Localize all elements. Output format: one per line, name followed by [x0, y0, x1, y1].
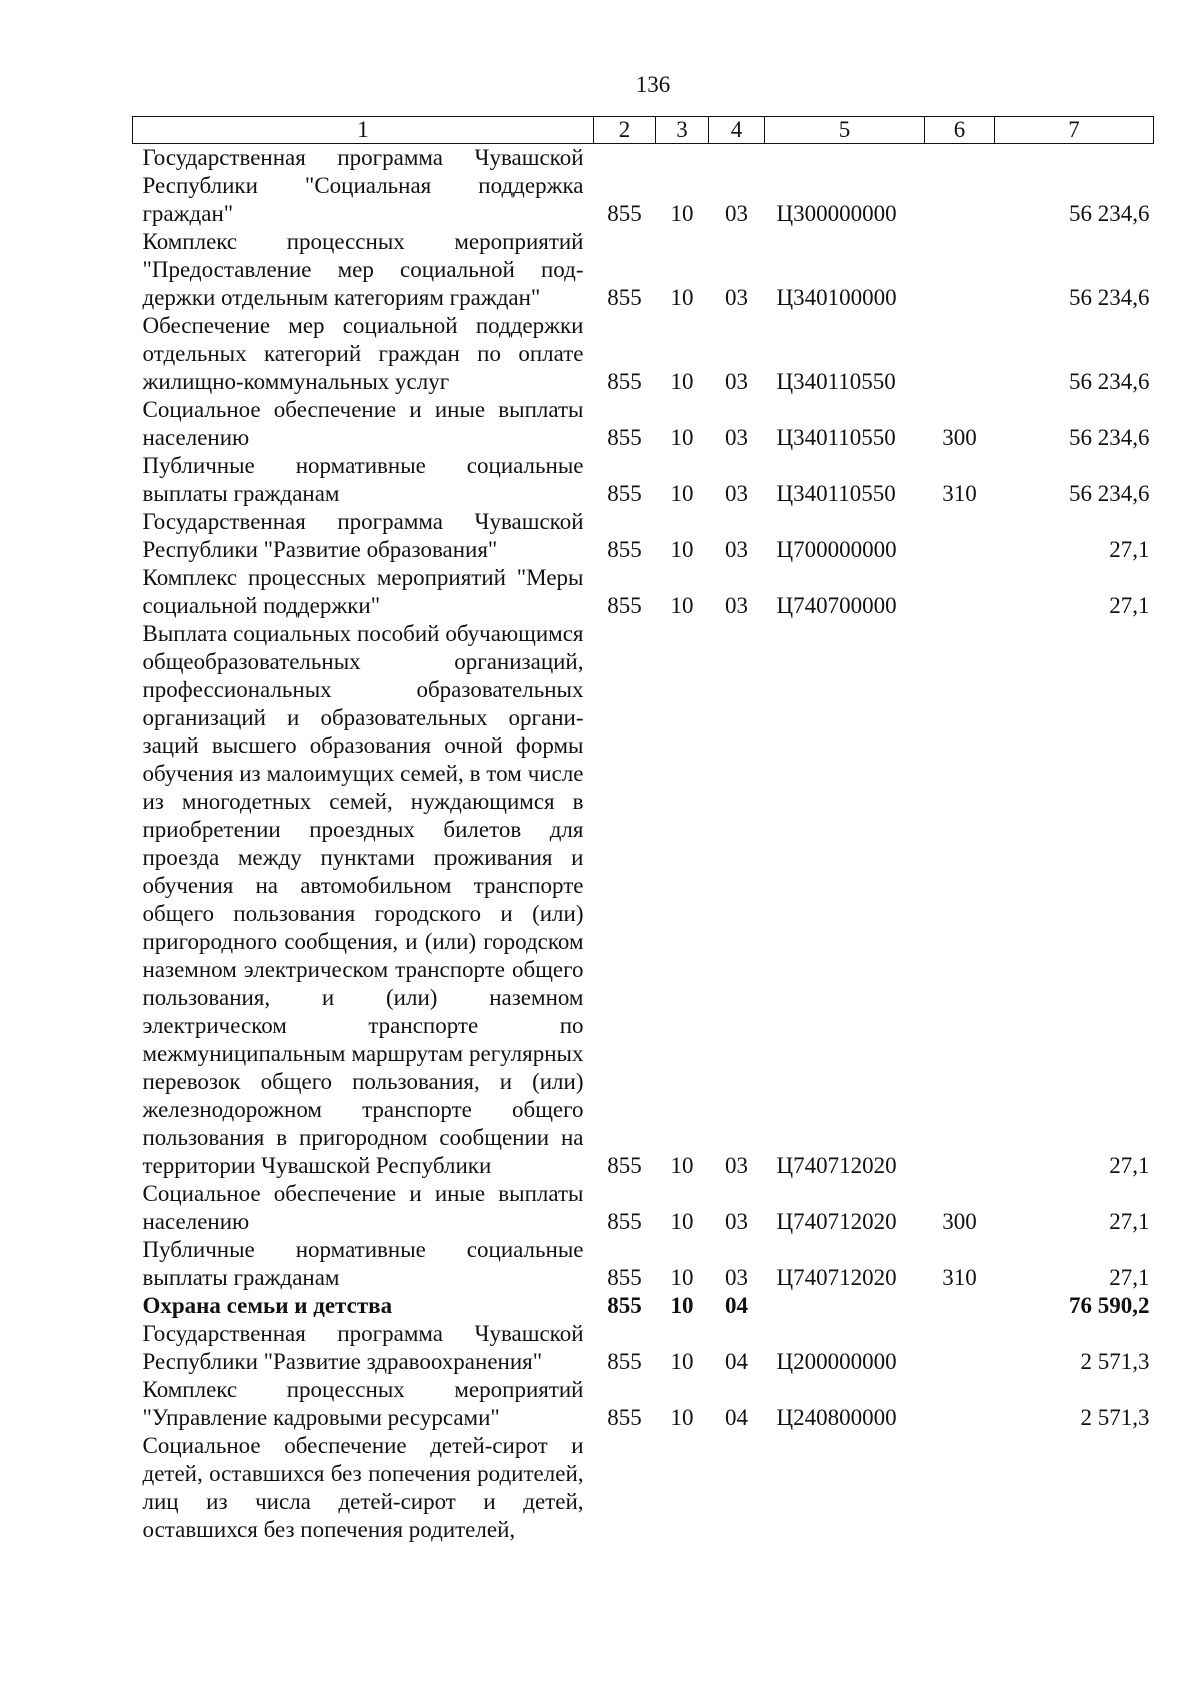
row-expense-type [925, 144, 995, 229]
table-row [133, 312, 1154, 396]
row-amount: 27,1 [1109, 593, 1150, 618]
row-name: Социальное обеспечение и иные выплаты населению [142, 397, 584, 450]
table-header [133, 117, 1154, 144]
row-ministry-code: 855 [607, 1209, 642, 1234]
row-amount: 76 590,2 [1069, 1293, 1150, 1318]
row-target-article: Ц340110550 [776, 425, 896, 450]
row-amount: 27,1 [1109, 537, 1150, 562]
row-subsection: 03 [725, 1153, 748, 1178]
row-ministry-code: 855 [607, 1153, 642, 1178]
row-target-article [765, 1432, 925, 1544]
row-ministry-code: 855 [607, 1349, 642, 1374]
row-expense-type: 300 [942, 425, 977, 450]
row-subsection: 04 [725, 1405, 748, 1430]
row-target-article: Ц740700000 [776, 593, 897, 618]
row-subsection: 04 [725, 1349, 748, 1374]
row-ministry-code: 855 [607, 201, 642, 226]
row-section: 10 [670, 1153, 694, 1178]
row-amount: 56 234,6 [1069, 425, 1150, 450]
row-ministry-code: 855 [607, 481, 642, 506]
row-target-article: Ц700000000 [776, 537, 897, 562]
header-col-2: 2 [594, 117, 656, 144]
row-name: Социальное обеспечение детей-сирот и детей, оставшихся без попечения родителей, лиц из числа детей-сирот и детей, оставшихся без попечения родителей, [142, 1433, 584, 1542]
table-row [133, 1292, 1154, 1320]
row-name: Государственная программа Чувашской Республики "Социальная поддержка граждан" [142, 145, 584, 226]
row-target-article: Ц740712020 [776, 1153, 897, 1178]
row-amount [995, 1432, 1154, 1544]
row-amount: 56 234,6 [1069, 285, 1150, 310]
row-target-article: Ц340110550 [776, 369, 896, 394]
row-amount: 56 234,6 [1069, 481, 1150, 506]
row-expense-type: 310 [942, 1265, 977, 1290]
row-subsection [709, 1432, 765, 1544]
row-expense-type [925, 228, 995, 312]
row-name: Социальное обеспечение и иные выплаты населению [142, 1181, 584, 1234]
table-row [133, 228, 1154, 312]
row-subsection: 03 [725, 593, 748, 618]
row-expense-type [925, 620, 995, 1180]
row-target-article: Ц340110550 [776, 481, 896, 506]
row-subsection: 03 [725, 369, 748, 394]
row-name: Комплекс процессных мероприятий "Меры социальной поддержки" [142, 565, 584, 618]
row-ministry-code: 855 [607, 369, 642, 394]
row-subsection: 03 [725, 285, 748, 310]
table-row [133, 1432, 1154, 1544]
row-name: Публичные нормативные социальные выплаты гражданам [142, 1237, 584, 1290]
row-amount: 27,1 [1109, 1265, 1150, 1290]
row-target-article: Ц300000000 [776, 201, 897, 226]
row-amount: 2 571,3 [1080, 1349, 1150, 1374]
row-target-article: Ц340100000 [776, 285, 897, 310]
header-col-1: 1 [133, 117, 594, 144]
row-ministry-code: 855 [607, 1405, 642, 1430]
table-row [133, 396, 1154, 452]
header-col-3: 3 [656, 117, 709, 144]
row-subsection: 03 [725, 481, 748, 506]
row-target-article: Ц200000000 [776, 1349, 897, 1374]
row-section: 10 [670, 425, 694, 450]
row-subsection: 03 [725, 1265, 748, 1290]
row-section: 10 [670, 1293, 694, 1318]
budget-table-container [132, 116, 1153, 1544]
table-row [133, 144, 1154, 229]
row-amount: 27,1 [1109, 1209, 1150, 1234]
header-row [133, 117, 1154, 144]
table-row [133, 1376, 1154, 1432]
row-ministry-code: 855 [607, 1265, 642, 1290]
row-amount: 27,1 [1109, 1153, 1150, 1178]
header-col-6: 6 [925, 117, 995, 144]
row-expense-type [925, 312, 995, 396]
row-target-article: Ц740712020 [776, 1265, 897, 1290]
row-section: 10 [670, 481, 694, 506]
table-row [133, 1180, 1154, 1236]
row-section [656, 1432, 709, 1544]
row-subsection: 03 [725, 1209, 748, 1234]
row-target-article: Ц240800000 [776, 1405, 897, 1430]
row-section: 10 [670, 537, 694, 562]
table-row [133, 620, 1154, 1180]
row-ministry-code: 855 [607, 425, 642, 450]
table-body [133, 144, 1154, 1545]
table-row [133, 1320, 1154, 1376]
row-section: 10 [670, 1265, 694, 1290]
row-subsection: 03 [725, 537, 748, 562]
row-name: Обеспечение мер социальной поддержки отдельных категорий граждан по оплате жилищно-коммунальных услуг [142, 313, 584, 394]
row-section: 10 [670, 1209, 694, 1234]
row-subsection: 04 [725, 1293, 748, 1318]
row-section: 10 [670, 201, 694, 226]
table-row [133, 508, 1154, 564]
header-col-5: 5 [765, 117, 925, 144]
row-subsection: 03 [725, 201, 748, 226]
row-name: Комплекс процессных мероприятий "Управление кадровыми ресурсами" [142, 1377, 584, 1430]
row-target-article: Ц740712020 [776, 1209, 897, 1234]
row-subsection: 03 [725, 425, 748, 450]
row-ministry-code: 855 [607, 1293, 642, 1318]
row-name: Государственная программа Чувашской Республики "Развитие образования" [142, 509, 584, 562]
row-name: Выплата социальных пособий обучающимся общеобразовательных организаций, профессиональных образовательных организаций и образовательных организаций высшего образования очной формы обучения из малоимущих семей, в том числе из многодетных семей, нуждающимся в приобретении проездных билетов для проезда между пунктами проживания и обучения на автомобильном транспорте общего пользования городского и (или) пригородного сообщения, и (или) городском наземном электрическом транспорте общего пользования, и (или) наземном электрическом транспорте по межмуниципальным маршрутам регулярных перевозок общего пользования, и (или) железнодорожном транспорте общего пользования в пригородном сообщении на территории Чувашской Республики [142, 621, 584, 1178]
row-section: 10 [670, 593, 694, 618]
row-amount: 56 234,6 [1069, 201, 1150, 226]
row-section: 10 [670, 1349, 694, 1374]
row-amount: 2 571,3 [1080, 1405, 1150, 1430]
row-ministry-code: 855 [607, 593, 642, 618]
row-expense-type [925, 508, 995, 564]
row-expense-type [925, 1376, 995, 1432]
table-row [133, 564, 1154, 620]
row-name: Публичные нормативные социальные выплаты гражданам [142, 453, 584, 506]
row-expense-type [925, 1320, 995, 1376]
row-expense-type [925, 1292, 995, 1320]
row-ministry-code [594, 1432, 656, 1544]
row-expense-type: 300 [942, 1209, 977, 1234]
row-name: Государственная программа Чувашской Республики "Развитие здравоохранения" [142, 1321, 584, 1374]
row-expense-type: 310 [942, 481, 977, 506]
row-ministry-code: 855 [607, 285, 642, 310]
row-section: 10 [670, 1405, 694, 1430]
row-ministry-code: 855 [607, 537, 642, 562]
row-expense-type [925, 564, 995, 620]
row-expense-type [925, 1432, 995, 1544]
row-amount: 56 234,6 [1069, 369, 1150, 394]
table-row [133, 1236, 1154, 1292]
header-col-4: 4 [709, 117, 765, 144]
row-name: Охрана семьи и детства [142, 1293, 393, 1318]
page-number: 136 [635, 72, 671, 97]
table-row [133, 452, 1154, 508]
row-section: 10 [670, 369, 694, 394]
budget-table [132, 116, 1154, 1544]
header-col-7: 7 [995, 117, 1154, 144]
row-target-article [765, 1292, 925, 1320]
row-section: 10 [670, 285, 694, 310]
row-name: Комплекс процессных мероприятий "Предоставление мер социальной поддержки отдельным категориям граждан" [142, 229, 584, 310]
